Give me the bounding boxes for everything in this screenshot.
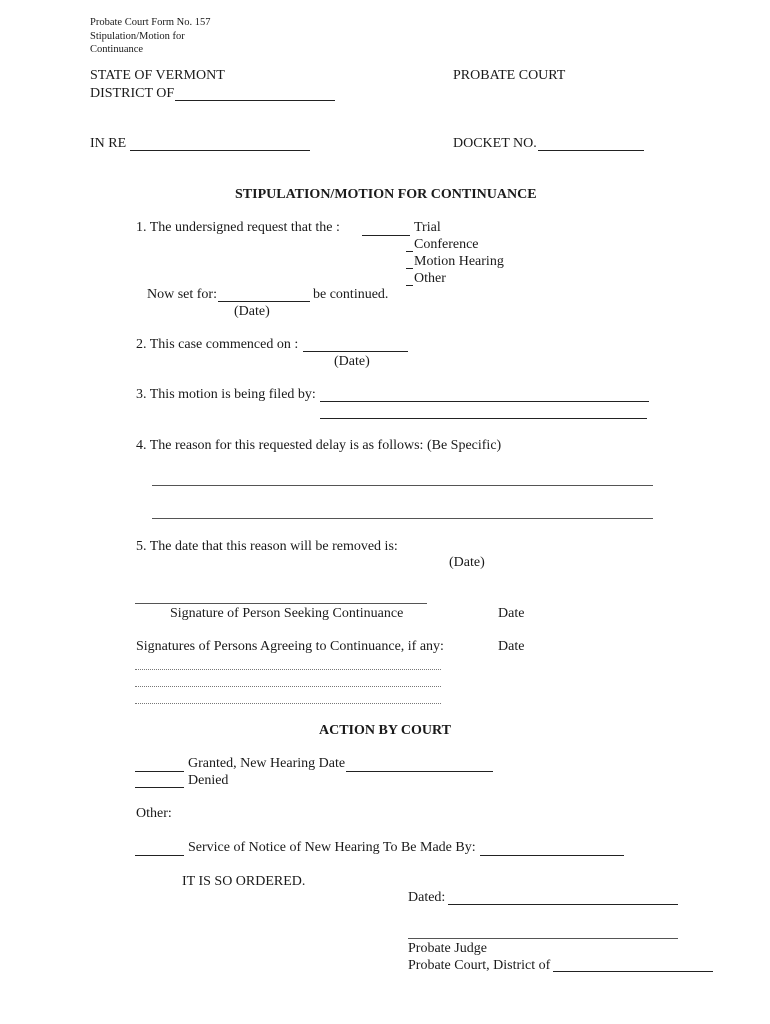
in-re-label: IN RE — [90, 136, 127, 151]
docket-field[interactable] — [538, 150, 644, 151]
option-conference-blank[interactable] — [406, 251, 413, 252]
granted-blank[interactable] — [135, 771, 184, 772]
option-trial-blank[interactable] — [362, 235, 410, 236]
court-district-field[interactable] — [553, 971, 713, 972]
action-by-court-title: ACTION BY COURT — [319, 723, 452, 738]
seeking-signature-label: Signature of Person Seeking Continuance — [170, 606, 404, 621]
item-3-prompt: 3. This motion is being filed by: — [136, 387, 316, 402]
now-set-for-label: Now set for: — [147, 287, 217, 302]
judge-signature-line[interactable] — [408, 938, 678, 939]
district-label: DISTRICT OF — [90, 86, 175, 101]
reason-field-1[interactable] — [152, 485, 653, 486]
agreeing-signatures-label: Signatures of Persons Agreeing to Continuance, if any: — [136, 639, 444, 654]
option-motion-hearing-blank[interactable] — [406, 268, 413, 269]
be-continued-label: be continued. — [313, 287, 389, 302]
court-district-label: Probate Court, District of — [408, 958, 551, 973]
denied-label: Denied — [188, 773, 229, 788]
dated-label: Dated: — [408, 890, 446, 905]
item-1-prompt: 1. The undersigned request that the : — [136, 220, 340, 235]
denied-blank[interactable] — [135, 787, 184, 788]
option-other: Other — [414, 271, 446, 286]
dated-field[interactable] — [448, 904, 678, 905]
form-number: Probate Court Form No. 157 — [90, 17, 211, 28]
service-blank[interactable] — [135, 855, 184, 856]
district-field[interactable] — [175, 100, 335, 101]
agreeing-signature-line-1[interactable] — [135, 669, 441, 670]
court-label: PROBATE COURT — [453, 68, 566, 83]
other-label: Other: — [136, 806, 172, 821]
option-motion-hearing: Motion Hearing — [414, 254, 504, 269]
option-conference: Conference — [414, 237, 479, 252]
date-caption-5: (Date) — [449, 555, 485, 570]
service-label: Service of Notice of New Hearing To Be Made By: — [188, 840, 476, 855]
item-5-prompt: 5. The date that this reason will be removed is: — [136, 539, 398, 554]
now-set-for-field[interactable] — [218, 301, 310, 302]
so-ordered-label: IT IS SO ORDERED. — [182, 874, 306, 889]
option-other-blank[interactable] — [406, 285, 413, 286]
agreeing-signature-line-3[interactable] — [135, 703, 441, 704]
date-caption-1: (Date) — [234, 304, 270, 319]
seeking-signature-line[interactable] — [135, 603, 427, 604]
agreeing-date-label: Date — [498, 639, 525, 654]
form-subtitle-line-1: Stipulation/Motion for — [90, 31, 185, 42]
docket-label: DOCKET NO. — [453, 136, 537, 151]
state-label: STATE OF VERMONT — [90, 68, 225, 83]
service-by-field[interactable] — [480, 855, 624, 856]
probate-judge-label: Probate Judge — [408, 941, 487, 956]
filed-by-field-2[interactable] — [320, 418, 647, 419]
item-2-prompt: 2. This case commenced on : — [136, 337, 299, 352]
granted-label: Granted, New Hearing Date — [188, 756, 346, 771]
in-re-field[interactable] — [130, 150, 310, 151]
seeking-date-label: Date — [498, 606, 525, 621]
agreeing-signature-line-2[interactable] — [135, 686, 441, 687]
date-caption-2: (Date) — [334, 354, 370, 369]
filed-by-field-1[interactable] — [320, 401, 649, 402]
commenced-date-field[interactable] — [303, 351, 408, 352]
document-title: STIPULATION/MOTION FOR CONTINUANCE — [235, 187, 537, 202]
new-hearing-date-field[interactable] — [346, 771, 493, 772]
item-4-prompt: 4. The reason for this requested delay is as follows: (Be Specific) — [136, 438, 502, 453]
reason-field-2[interactable] — [152, 518, 653, 519]
form-subtitle-line-2: Continuance — [90, 44, 144, 55]
option-trial: Trial — [414, 220, 441, 235]
